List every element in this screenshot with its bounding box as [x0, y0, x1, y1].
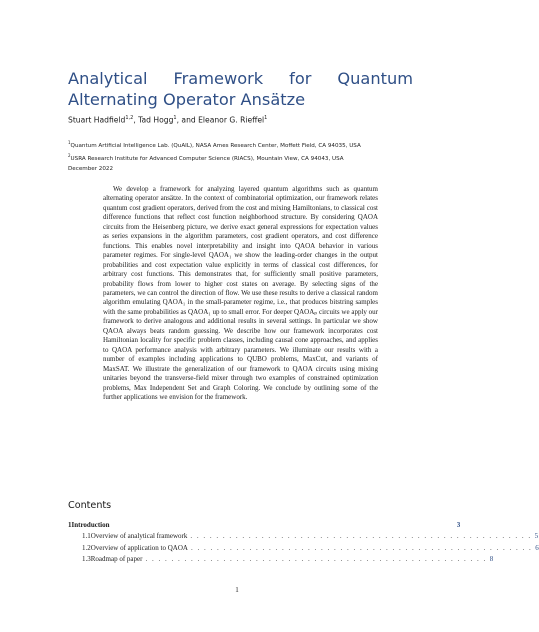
toc-entry[interactable] [68, 543, 539, 555]
abstract-text: We develop a framework for analyzing layered quantum algorithms such as quantum alternating operator ansätze. In the context of combinatorial optimization, our framework relates quantum cost gradient operators, derived from the cost and mixing Hamiltonians, to classical cost difference functions that reflect cost function neighborhood structure. By considering QAOA circuits from the Heisenberg picture, we derive exact general expressions for expectation values as series expansions in the algorithm parameters, cost gradient operators, and cost difference functions. This enables novel interpretability and insight into QAOA behavior in various parameter regimes. For single-level QAOA₁ we show the leading-order changes in the output probabilities and cost expectation value explicitly in terms of classical cost differences, for arbitrary cost functions. This demonstrates that, for sufficiently small positive parameters, probability flows from lower to higher cost states on average. By selecting signs of the parameters, we can control the direction of flow. We use these results to derive a classical random algorithm emulating QAOA₁ in the small-parameter regime, i.e., that produces bitstring samples with the same probabilities as QAOA₁ up to small error. For deeper QAOAₚ circuits we apply our framework to derive analogous and additional results in several settings. In particular we show QAOA always beats random guessing. We describe how our framework incorporates cost Hamiltonian locality for specific problem classes, including causal cone approaches, and applies to QAOA performance analysis with arbitrary parameters. We illuminate our results with a number of examples including applications to QUBO problems, MaxCut, and variants of MaxSAT. We illustrate the generalization of our framework to QAOA circuits using mixing unitaries beyond the transverse-field mixer through two examples of constrained optimization problems, Max Independent Set and Graph Coloring. We conclude by outlining some of the further applications we envision for the framework. [103, 185, 378, 401]
author-affil-mark: 1 [173, 115, 177, 121]
toc-entry[interactable] [68, 555, 494, 566]
abstract [103, 185, 378, 402]
toc-number: 1.1 [82, 532, 91, 541]
paper-title: Analytical Framework for Quantum Alternating Operator Ansätze [68, 69, 413, 109]
author-separator: , and [176, 115, 199, 125]
affiliation-line [68, 151, 361, 164]
page-number: 1 [235, 586, 239, 594]
contents-heading: Contents [68, 500, 112, 511]
affiliations [68, 138, 361, 174]
toc-leader: . . . . . . . . . . . . . . . . . . . . . . . . . . . . . . . . . . . . . . . . . . . . . . . . . . . . . [190, 543, 533, 552]
toc-page-link[interactable]: 6 [535, 543, 539, 552]
author-name: Tad Hogg [138, 115, 174, 125]
toc-leader: . . . . . . . . . . . . . . . . . . . . . . . . . . . . . . . . . . . . . . . . . . . . . . . . . . . . . [145, 555, 487, 564]
author-name: Stuart Hadfield [68, 115, 126, 125]
affiliation-text: USRA Research Institute for Advanced Computer Science (RIACS), Mountain View, CA 94043, USA [70, 156, 344, 163]
toc-page-link[interactable]: 8 [489, 555, 494, 564]
toc-title: Introduction [71, 521, 110, 529]
affiliation-text: Quantum Artificial Intelligence Lab. (QuAIL), NASA Ames Research Center, Moffett Field, CA 94035, USA [70, 142, 361, 149]
toc-title: Overview of analytical framework [90, 532, 188, 541]
author-list [68, 115, 267, 125]
toc-number: 1.3 [82, 555, 91, 564]
toc-leader: . . . . . . . . . . . . . . . . . . . . . . . . . . . . . . . . . . . . . . . . . . . . . . . . . . . . . [190, 532, 532, 541]
affiliation-mark: 1 [68, 140, 71, 145]
author-affil-mark: 1,2 [125, 115, 134, 121]
affiliation-line [68, 138, 361, 151]
toc-page-link[interactable]: 5 [534, 532, 539, 541]
toc-number: 1 [68, 521, 72, 529]
author-name: Eleanor G. Rieffel [198, 115, 265, 125]
toc-entry[interactable] [68, 521, 461, 532]
affiliation-mark: 2 [68, 153, 71, 159]
paper-date: December 2022 [68, 165, 114, 172]
toc-page-link[interactable]: 3 [456, 521, 461, 529]
toc-number: 1.2 [82, 543, 91, 552]
toc-title: Roadmap of paper [90, 555, 143, 564]
toc-entry[interactable] [68, 532, 539, 543]
author-separator: , [133, 115, 139, 125]
author-affil-mark: 1 [264, 115, 268, 121]
table-of-contents [68, 521, 539, 567]
toc-title: Overview of application to QAOA [90, 543, 188, 552]
